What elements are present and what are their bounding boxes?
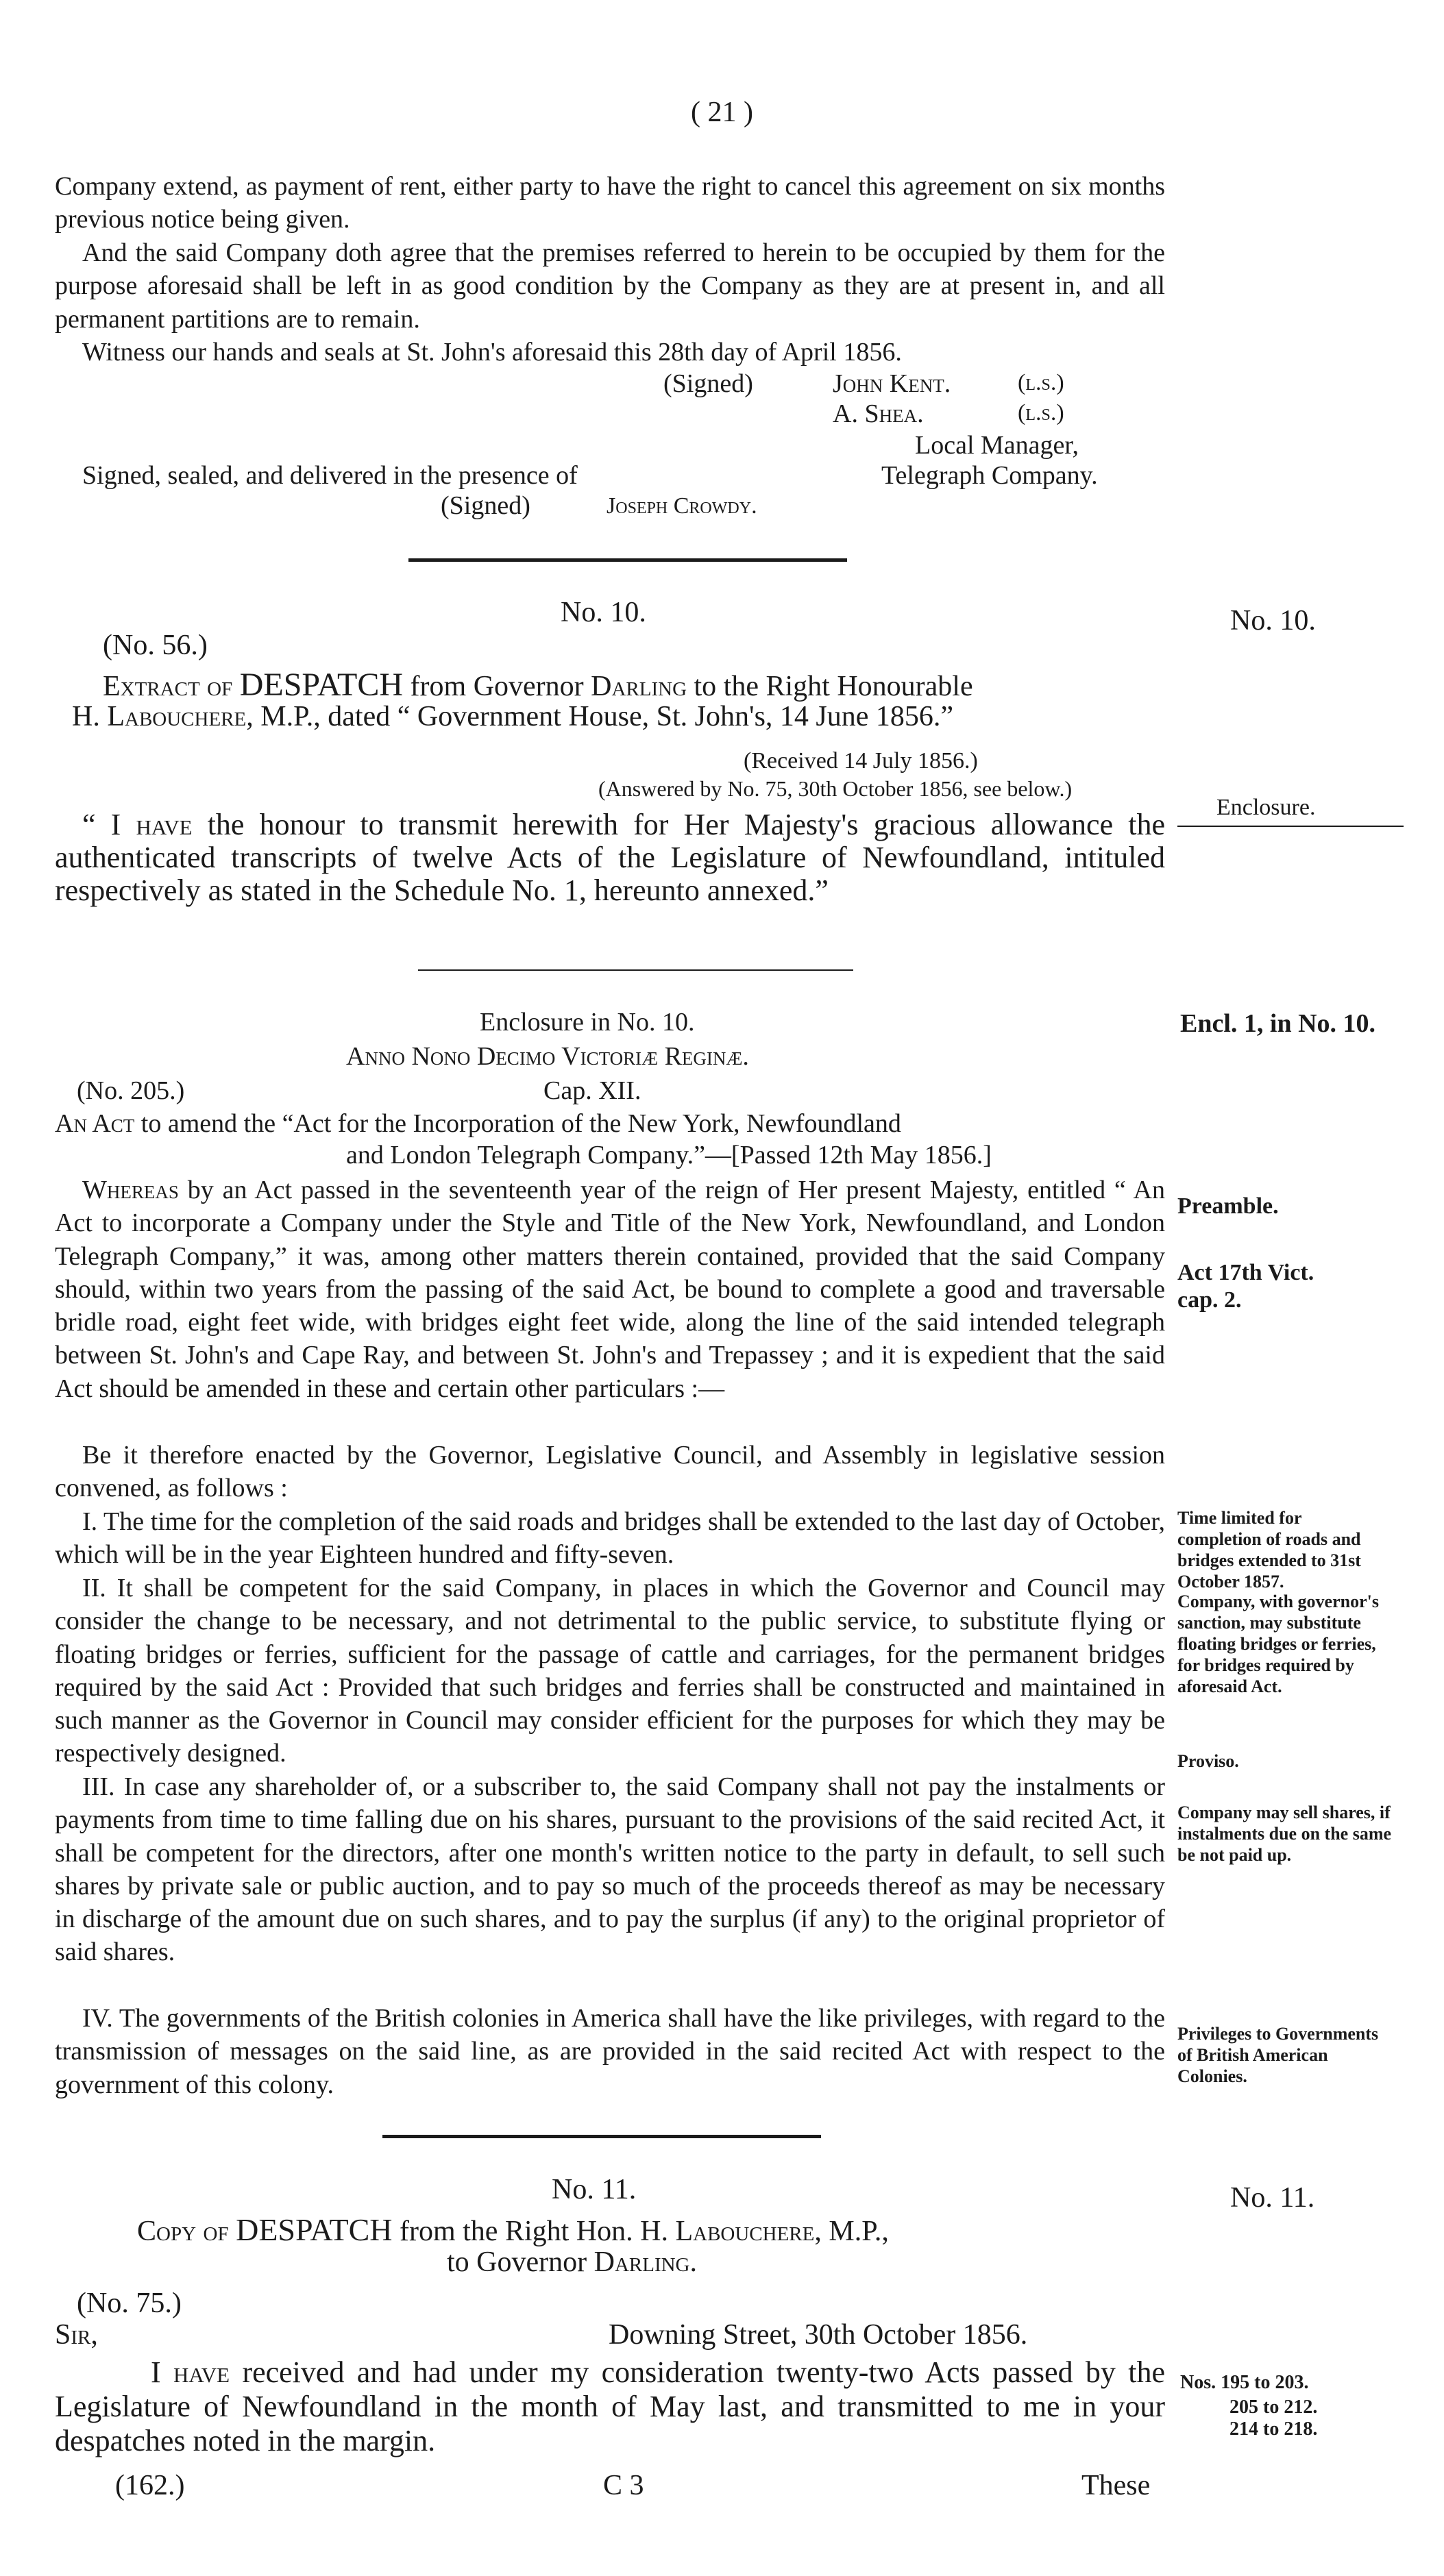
enclosure-margin-rule [1177,826,1404,827]
page-number: ( 21 ) [691,97,753,128]
agreement-paragraph-3: Witness our hands and seals at St. John's aforesaid this 28th day of April 1856. [82,338,902,367]
margin-privileges: Privileges to Governments of British American Colonies. [1177,2024,1379,2086]
margin-nos-2: 205 to 212. [1229,2397,1318,2418]
title-period: . [689,2246,697,2278]
no11-body [55,2355,1165,2458]
have-word-2: have [173,2355,230,2389]
margin-nos-3: 214 to 218. [1229,2418,1318,2440]
preamble-text: by an Act passed in the seventeenth year of the reign of Her present Majesty, entitled “ An Act to incorporate a Company under the Style and Title of the New York, Newfoundland, and London Telegraph Company,” it was, among other matters therein contained, provided that the said Company should, within two years from the passing of the said Act, be bound to complete a good and traversable bridle road, eight feet wide, with bridges eight feet wide, along the line of the said intended telegraph between St. John's and Cape Ray, and between St. John's and Trepassey ; and it is expedient that the said Act should be amended in these and certain other particulars :— [55,1176,1165,1403]
no10-quote [55,808,1165,907]
section-2: II. It shall be competent for the said Company, in places in which the Governor and Council may consider the change to be necessary, and not detrimental to the public service, to substitute flying or floating bridges or ferries, sufficient for the passage of cattle and carriages, for the permanent bridges required by the said Act : Provided that such bridges and ferries shall be constructed and maintained in such manner as the Governor in Council may consider efficient for the purposes for which they may be respectively designed. [55,1574,1165,1768]
margin-preamble: Preamble. [1177,1193,1279,1219]
no10-extract-line-2 [72,700,953,733]
margin-time-limited: Time limited for completion of roads and bridges extended to 31st October 1857. [1177,1508,1361,1592]
section-4: IV. The governments of the British colonies in America shall have the like privileges, with regard to the transmission of messages on the said line, as are provided in the said recited Act with respect to the government of this colony. [55,2004,1165,2099]
enclosure-heading: Enclosure in No. 10. [480,1008,695,1037]
enclosure-reference: (No. 205.) [77,1076,185,1105]
no10-heading: No. 10. [561,597,646,628]
h-initial: H. [72,701,108,732]
section-rule-2 [418,969,853,971]
margin-proviso: Proviso. [1177,1751,1239,1771]
section-1: I. The time for the completion of the said roads and bridges shall be extended to the last day of October, which will be in the year Eighteen hundred and fifty-seven. [55,1507,1165,1570]
no10-reference: (No. 56.) [103,630,208,661]
copy-label: Copy of [137,2216,236,2247]
margin-nos-1: Nos. 195 to 203. [1180,2372,1309,2393]
agreement-paragraph-2: And the said Company doth agree that the premises referred to herein to be occupied by them for the purpose aforesaid shall be left in as good condition by the Company as they are at present in, and all permanent partitions are to remain. [55,238,1165,334]
despatch-word-2: DESPATCH [236,2212,393,2247]
cap-number: Cap. XII. [543,1076,641,1105]
an-act-label: An Act [55,1109,135,1138]
body-open: I [151,2355,173,2389]
governor-darling-2: Darling [593,2246,690,2278]
no11-title-line-2 [447,2246,697,2279]
act-title-text-1: to amend the “Act for the Incorporation of the New York, Newfoundland [134,1109,901,1138]
margin-company-sanction: Company, with governor's sanction, may substitute floating bridges or ferries, for bridges required by aforesaid Act. [1177,1592,1379,1696]
despatch-word: DESPATCH [239,667,404,703]
to-text: to the Right Honourable [687,671,973,702]
signed-label-2: (Signed) [441,491,530,520]
signatory-john-kent: John Kent. [833,369,951,398]
despatch-date: Downing Street, 30th October 1856. [609,2319,1028,2351]
from-text: from Governor [403,671,591,702]
whereas-word: Whereas [82,1176,179,1204]
anno-regnal-year: Anno Nono Decimo Victoriæ Reginæ. [346,1042,749,1071]
no11-margin-label: No. 11. [1230,2182,1315,2214]
footer-signature: C 3 [603,2470,644,2501]
received-note: (Received 14 July 1856.) [744,748,978,773]
enacting-clause: Be it therefore enacted by the Governor, Legislative Council, and Assembly in legislative session convened, as follows : [55,1441,1165,1503]
quote-body: the honour to transmit herewith for Her Majesty's gracious allowance the authenticated transcripts of twelve Acts of the Legislature of Newfoundland, intituled respectively as stated in the Schedule No. 1, hereunto annexed.” [55,808,1165,907]
answered-note: (Answered by No. 75, 30th October 1856, see below.) [598,776,1073,801]
signatory-title-2: Telegraph Company. [881,461,1098,490]
margin-act-17: Act 17th Vict. cap. 2. [1177,1260,1314,1313]
body-text: received and had under my consideration twenty-two Acts passed by the Legislature of Newfoundland in the month of May last, and transmitted to me in your despatches noted in the margin. [55,2355,1166,2457]
dated-text: , M.P., dated “ Government House, St. John's, 14 June 1856.” [246,701,954,732]
section-rule-3 [382,2135,821,2138]
act-title-line-2: and London Telegraph Company.”—[Passed 12th May 1856.] [346,1141,992,1169]
labouchere-name-2: Labouchere [675,2216,815,2247]
footer-print-number: (162.) [115,2470,185,2501]
agreement-paragraph-1: Company extend, as payment of rent, either party to have the right to cancel this agreement on six months previous notice being given. [55,172,1165,234]
no11-title-line-1 [137,2212,889,2248]
encl-margin-label: Encl. 1, in No. 10. [1180,1009,1376,1038]
seal-mark-1: (l.s.) [1018,370,1064,395]
salutation: Sir, [55,2319,98,2351]
section-rule-1 [408,558,847,562]
signed-label-1: (Signed) [663,369,753,398]
signatory-title-1: Local Manager, [915,431,1079,460]
act-title-line-1 [55,1109,901,1139]
have-word: have [136,808,193,841]
act-preamble [55,1174,1165,1405]
no11-heading: No. 11. [552,2174,637,2205]
witness-line: Signed, sealed, and delivered in the presence of [82,461,578,490]
no10-extract-line-1 [103,666,973,704]
witness-joseph-crowdy: Joseph Crowdy. [607,493,757,519]
no10-margin-label: No. 10. [1230,605,1316,636]
margin-company-sell: Company may sell shares, if instalments due on the same be not paid up. [1177,1803,1392,1865]
title-from: from the Right Hon. H. [392,2216,676,2247]
no11-reference: (No. 75.) [77,2288,182,2319]
footer-catchword: These [1081,2470,1151,2501]
to-governor: to Governor [447,2246,594,2278]
seal-mark-2: (l.s.) [1018,400,1064,425]
labouchere-name: Labouchere [107,701,247,732]
signatory-a-shea: A. Shea. [833,399,924,428]
section-3: III. In case any shareholder of, or a subscriber to, the said Company shall not pay the instalments or payments from time to time falling due on his shares, pursuant to the provisions of the said recited Act, it shall be competent for the directors, after one month's written notice to the party in default, to sell such shares by private sale or public auction, and to pay so much of the proceeds thereof as may be necessary in discharge of the amount due on such shares, and to pay the surplus (if any) to the original proprietor of said shares. [55,1772,1165,1967]
mp-suffix: , M.P., [814,2216,889,2247]
enclosure-margin-note: Enclosure. [1216,795,1316,820]
extract-label: Extract of [103,671,240,702]
governor-darling: Darling [591,671,687,702]
quote-open: “ I [82,808,136,841]
